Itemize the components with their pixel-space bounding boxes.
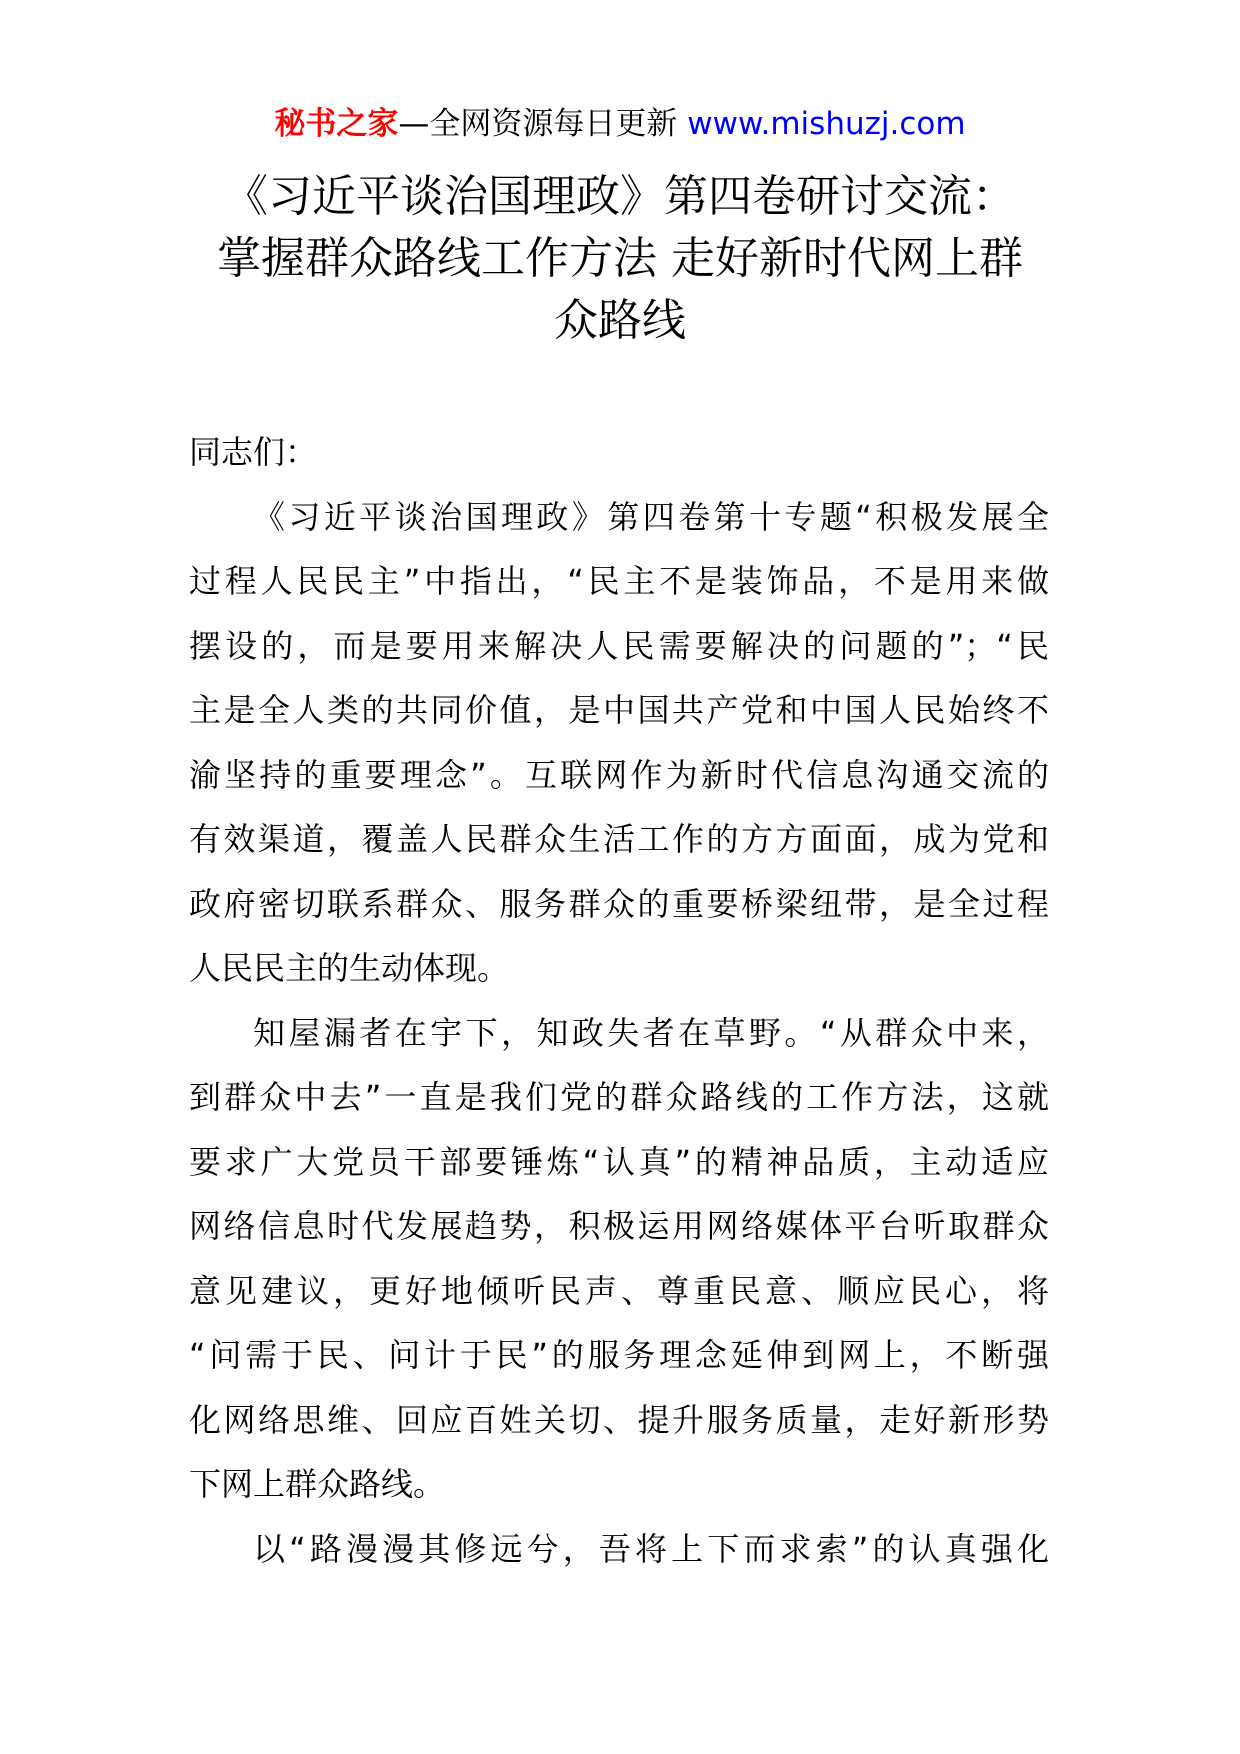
paragraph-3	[189, 1517, 1049, 1582]
paragraph-line: 人民民主的生动体现。	[189, 949, 510, 987]
salutation: 同志们：	[189, 433, 318, 471]
header-tagline: —全网资源每日更新	[398, 106, 688, 142]
brand-name: 秘书之家	[274, 106, 399, 142]
paragraph-line: 主是全人类的共同价值，是中国共产党和中国人民始终不	[189, 691, 1049, 729]
paragraph-line: 摆设的，而是要用来解决人民需要解决的问题的”；“民	[189, 626, 1049, 665]
paragraph-line: 到群众中去”一直是我们党的群众路线的工作方法，这就	[189, 1078, 1049, 1116]
paragraph-line: 意见建议，更好地倾听民声、尊重民意、顺应民心，将	[189, 1271, 1049, 1310]
title-line-2: 掌握群众路线工作方法 走好新时代网上群	[217, 233, 1023, 284]
title-line-3: 众路线	[554, 295, 686, 346]
paragraph-1	[189, 485, 1049, 1001]
paragraph-line: 下网上群众路线。	[189, 1465, 446, 1503]
paragraph-line: 以“路漫漫其修远兮，吾将上下而求索”的认真强化	[253, 1529, 1049, 1568]
paragraph-2	[189, 1001, 1049, 1517]
title-line-1: 《习近平谈治国理政》第四卷研讨交流：	[224, 171, 1016, 222]
paragraph-line: 政府密切联系群众、服务群众的重要桥梁纽带，是全过程	[189, 884, 1049, 923]
paragraph-line: 过程人民民主”中指出，“民主不是装饰品，不是用来做	[189, 562, 1049, 600]
site-header	[0, 102, 1240, 146]
paragraph-line: 《习近平谈治国理政》第四卷第十专题“积极发展全	[253, 497, 1049, 536]
document-body	[189, 420, 1049, 1581]
document-title	[160, 166, 1080, 352]
paragraph-line: 渝坚持的重要理念”。互联网作为新时代信息沟通交流的	[189, 755, 1049, 794]
paragraph-line: 化网络思维、回应百姓关切、提升服务质量，走好新形势	[189, 1400, 1049, 1439]
paragraph-line: 有效渠道，覆盖人民群众生活工作的方方面面，成为党和	[189, 820, 1049, 858]
paragraph-line: 网络信息时代发展趋势，积极运用网络媒体平台听取群众	[189, 1207, 1049, 1245]
paragraph-line: “问需于民、问计于民”的服务理念延伸到网上，不断强	[189, 1336, 1049, 1374]
site-link[interactable]: www.mishuzj.com	[687, 106, 966, 142]
paragraph-line: 要求广大党员干部要锤炼“认真”的精神品质，主动适应	[189, 1142, 1049, 1181]
paragraph-line: 知屋漏者在宇下，知政失者在草野。“从群众中来，	[253, 1013, 1049, 1052]
